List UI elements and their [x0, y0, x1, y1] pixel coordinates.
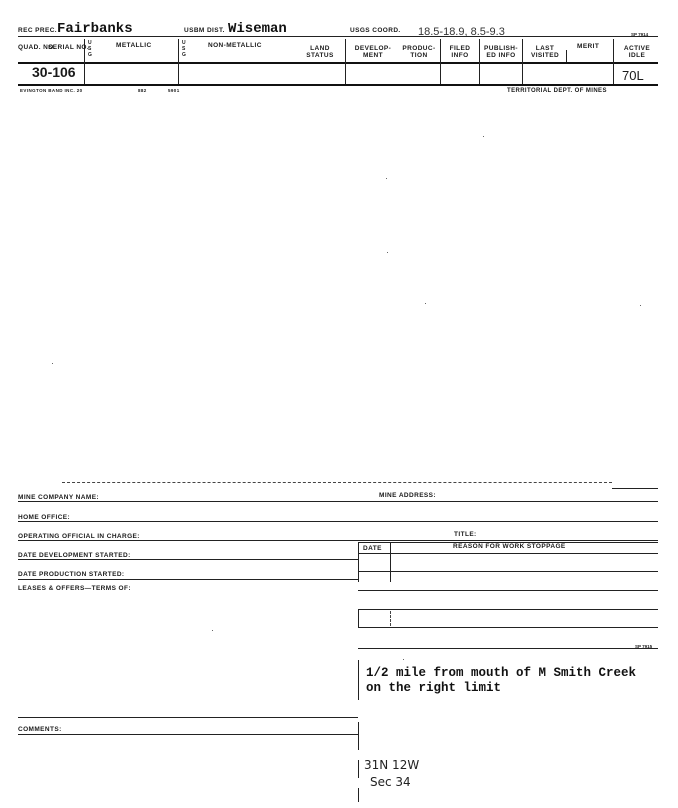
usgs-coord-value: 18.5-18.9, 8.5-9.3	[418, 26, 505, 38]
date-development-label: DATE DEVELOPMENT STARTED:	[18, 552, 131, 559]
usg-header-b: U S G	[182, 40, 187, 58]
location-line-1: 1/2 mile from mouth of M Smith Creek	[366, 666, 637, 680]
active-idle-header: ACTIVE IDLE	[623, 45, 651, 59]
dev-started-rule	[18, 559, 358, 560]
reason-header: REASON FOR WORK STOPPAGE	[453, 543, 566, 550]
col-divider	[178, 39, 179, 84]
rec-prec-label: REC PREC.	[18, 27, 57, 34]
mine-name-rule	[18, 501, 658, 502]
mine-address-label: MINE ADDRESS:	[379, 492, 436, 499]
location-top-rule	[358, 648, 658, 649]
comments-right-rule-1	[358, 722, 359, 750]
development-header: DEVELOP-MENT	[354, 45, 392, 59]
stoppage-date-divider	[390, 542, 391, 582]
stoppage-box-divider	[390, 611, 391, 626]
printer-code-2: 5901	[168, 88, 180, 93]
location-left-rule	[358, 660, 359, 700]
card-top-right	[612, 488, 658, 489]
form-number-2: SP 7915	[635, 644, 653, 649]
col-divider	[479, 39, 480, 84]
stoppage-row-4	[358, 609, 658, 610]
section-note: Sec 34	[370, 775, 411, 789]
date-production-label: DATE PRODUCTION STARTED:	[18, 571, 125, 578]
printer-code-1: 882	[138, 88, 147, 93]
home-office-rule	[18, 521, 658, 522]
card-top-dashed	[62, 482, 612, 483]
printer-text: EVINGTON BAND INC. 20	[20, 88, 83, 93]
stoppage-row-3	[358, 590, 658, 591]
land-status-header: LAND STATUS	[306, 45, 334, 59]
scan-speck	[387, 252, 388, 253]
non-metallic-header: NON-METALLIC	[208, 42, 262, 49]
comments-label: COMMENTS:	[18, 726, 62, 733]
location-line-2: on the right limit	[366, 681, 502, 695]
production-header: PRODUC-TION	[402, 45, 436, 59]
date-header: DATE	[363, 545, 382, 552]
quad-serial-value: 30-106	[32, 64, 76, 80]
stoppage-row-1	[358, 553, 658, 554]
usbm-dist-value: Wiseman	[228, 21, 287, 37]
scan-speck	[386, 178, 387, 179]
col-divider	[345, 39, 346, 84]
prod-started-rule	[18, 579, 358, 580]
serial-no-header: SERIAL NO.	[48, 44, 90, 51]
col-divider	[613, 39, 614, 84]
quad-no-header: QUAD. NO.	[18, 44, 56, 51]
scan-speck	[403, 659, 404, 660]
col-divider	[566, 50, 567, 62]
comments-right-rule-2	[358, 760, 359, 778]
active-idle-value: 70L	[622, 68, 644, 83]
stoppage-row-2	[358, 571, 658, 572]
official-rule	[18, 540, 658, 541]
comments-rule	[18, 734, 358, 735]
col-divider	[440, 39, 441, 84]
scan-speck	[212, 630, 213, 631]
township-range-note: 31N 12W	[364, 758, 420, 772]
scan-speck	[425, 303, 426, 304]
home-office-label: HOME OFFICE:	[18, 514, 71, 521]
scan-speck	[640, 305, 641, 306]
usbm-dist-label: USBM DIST.	[184, 27, 225, 34]
leases-label: LEASES & OFFERS—TERMS OF:	[18, 585, 131, 592]
stoppage-row-5	[358, 627, 658, 628]
usgs-coord-label: USGS COORD.	[350, 27, 401, 34]
mine-company-name-label: MINE COMPANY NAME:	[18, 494, 99, 501]
scan-speck	[483, 136, 484, 137]
data-row-rule	[18, 84, 658, 86]
comments-top-rule	[18, 717, 358, 718]
comments-right-rule-3	[358, 788, 359, 802]
merit-header: MERIT	[577, 43, 600, 50]
form-number: SP 7914	[631, 32, 649, 37]
title-label: TITLE:	[454, 531, 477, 538]
published-info-header: PUBLISH-ED INFO	[484, 45, 518, 59]
territorial-dept: TERRITORIAL DEPT. OF MINES	[507, 88, 607, 94]
stoppage-left-rule	[358, 542, 359, 582]
stoppage-box-left	[358, 609, 359, 628]
usg-header-a: U S G	[88, 40, 93, 58]
rec-prec-value: Fairbanks	[57, 21, 133, 37]
metallic-header: METALLIC	[116, 42, 152, 49]
last-visited-header: LAST VISITED	[530, 45, 560, 59]
column-header-rule	[18, 62, 658, 64]
filed-info-header: FILED INFO	[449, 45, 471, 59]
operating-official-label: OPERATING OFFICIAL IN CHARGE:	[18, 533, 140, 540]
col-divider	[522, 39, 523, 84]
scan-speck	[52, 363, 53, 364]
